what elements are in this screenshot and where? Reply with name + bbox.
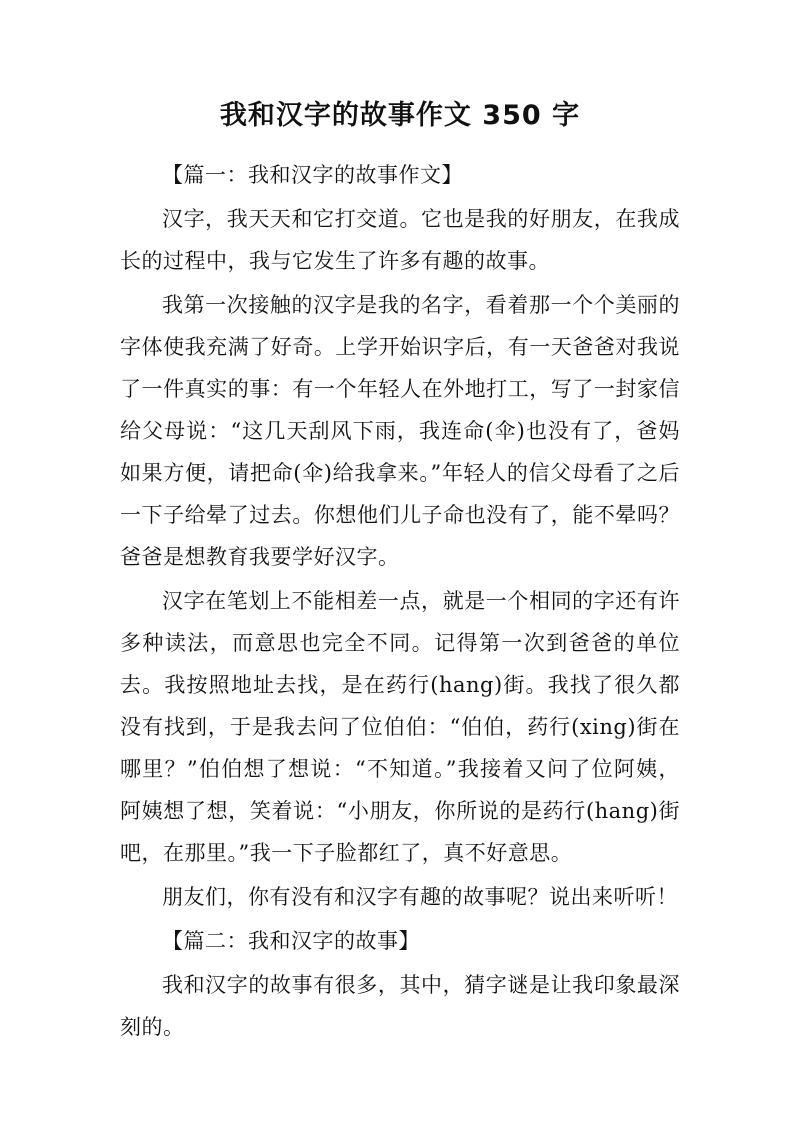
paragraph: 我和汉字的故事有很多，其中，猜字谜是让我印象最深刻的。	[120, 973, 680, 1039]
document-title: 我和汉字的故事作文 350 字	[219, 100, 581, 131]
section-heading-1: 【篇一：我和汉字的故事作文】	[162, 163, 463, 187]
paragraph: 朋友们，你有没有和汉字有趣的故事呢？说出来听听！	[162, 885, 678, 909]
paragraph: 汉字在笔划上不能相差一点，就是一个相同的字还有许多种读法，而意思也完全不同。记得第一次到爸爸的单位去。我按照地址去找，是在药行(hang)街。我找了很久都没有找到，于是我去问了位伯伯：“伯伯，药行(xing)街在哪里？”伯伯想了想说：“不知道。”我接着又问了位阿姨，阿姨想了想，笑着说：“小朋友，你所说的是药行(hang)街吧，在那里。”我一下子脸都红了，真不好意思。	[120, 589, 680, 865]
paragraph: 我第一次接触的汉字是我的名字，看着那一个个美丽的字体使我充满了好奇。上学开始识字后，有一天爸爸对我说了一件真实的事：有一个年轻人在外地打工，写了一封家信给父母说：“这几天刮风下雨，我连命(伞)也没有了，爸妈如果方便，请把命(伞)给我拿来。”年轻人的信父母看了之后一下子给晕了过去。你想他们儿子命也没有了，能不晕吗？爸爸是想教育我要学好汉字。	[120, 293, 680, 569]
section-heading-2: 【篇二：我和汉字的故事】	[162, 929, 420, 953]
paragraph: 汉字，我天天和它打交道。它也是我的好朋友，在我成长的过程中，我与它发生了许多有趣的故事。	[120, 207, 680, 273]
